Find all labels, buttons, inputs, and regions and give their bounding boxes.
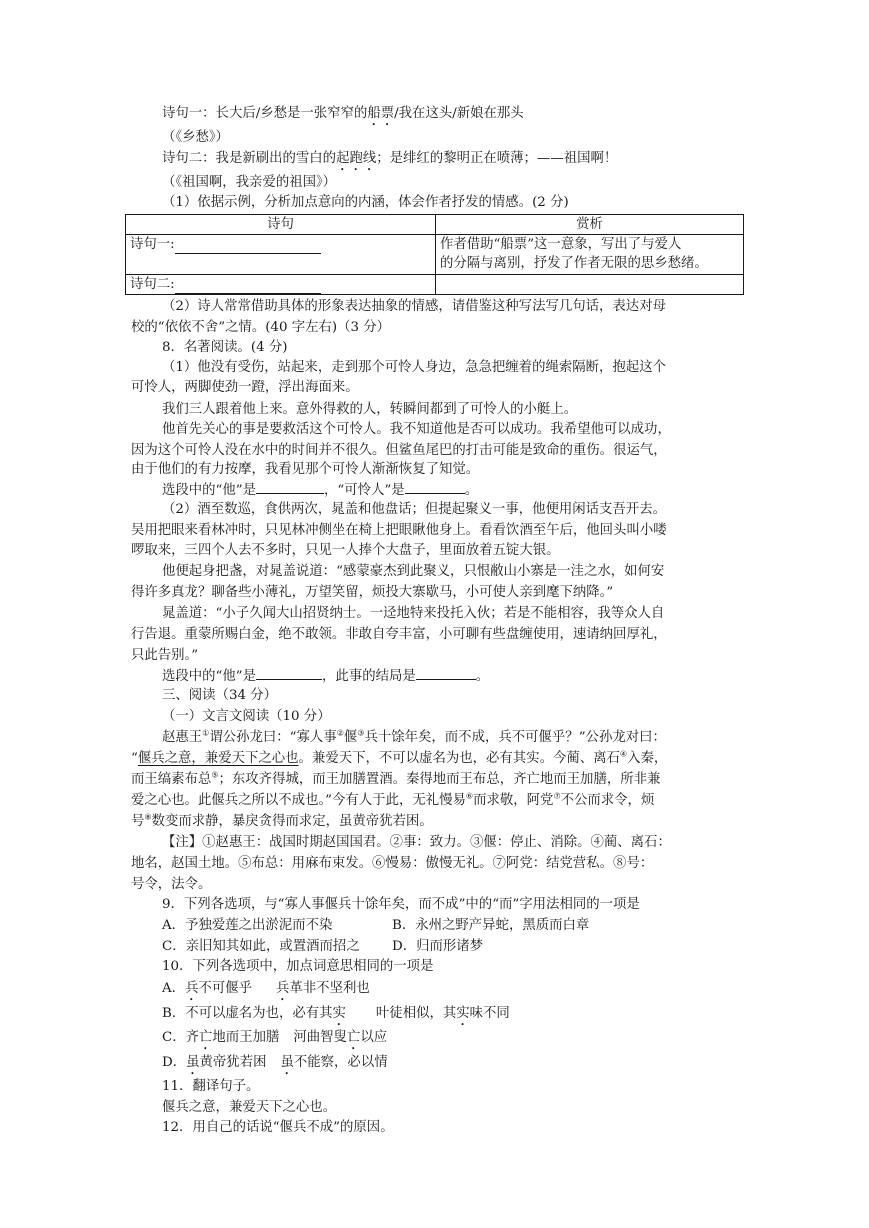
table-cell-verse-1 xyxy=(126,235,436,275)
poem-line-1-tail: /我在这头/新娘在那头 xyxy=(394,106,524,121)
passage-1-line: 我们三人跟着他上来。意外得救的人，转瞬间都到了可怜人的小艇上。 xyxy=(162,402,578,417)
question-12-stem: 12．用自己的话说“偃兵不成”的原因。 xyxy=(162,1120,394,1135)
passage-2-line: 晁盖道：“小子久闻大山招贤纳士。一迳地特来投托入伙；若是不能相容，我等众人自 xyxy=(162,606,665,621)
question-7-1: （1）依据示例，分析加点意向的内涵，体会作者抒发的情感。(2 分) xyxy=(162,195,569,210)
passage-1-line: 因为这个可怜人没在水中的时间并不很久。但鲨鱼尾巴的打击可能是致命的重伤。很运气， xyxy=(131,443,667,458)
text-run: 叶徒相似，其 xyxy=(375,1006,457,1021)
poem-line-1-text: 诗句一：长大后/乡愁是一张窄窄的 xyxy=(162,106,368,121)
text-run: 偃 xyxy=(343,730,358,745)
poem-line-2-text: 诗句二：我是新刷出的雪白的 xyxy=(162,151,337,166)
footnote-mark: ⑤ xyxy=(211,770,219,780)
text-run: 赵惠王 xyxy=(162,730,203,745)
text-run: 谓公孙龙曰：“寡人事 xyxy=(209,730,337,745)
question-8-title: 8．名著阅读。(4 分) xyxy=(162,340,288,355)
text-run: 入秦， xyxy=(627,751,668,766)
text-run: 地而王加膳 xyxy=(212,1030,280,1045)
classical-text-line xyxy=(131,770,660,789)
emphasized-word: 亡 xyxy=(199,1030,213,1045)
question-8-2-fill xyxy=(162,666,489,686)
table-row xyxy=(126,275,744,295)
passage-1-line: （1）他没有受伤，站起来，走到那个可怜人身边，急急把缠着的绳索隔断，抱起这个 xyxy=(162,360,666,375)
passage-2-line: 啰取来，三四个人去不多时，只见一人捧个大盘子，里面放着五锭大银。 xyxy=(131,543,560,558)
text-run: 以应 xyxy=(360,1030,388,1045)
annotation-line: 地名，赵国土地。⑤布总：用麻布束发。⑥慢易：傲慢无礼。⑦阿党：结党营私。⑧号： xyxy=(131,856,654,871)
section-3-heading: 三、阅读（34 分） xyxy=(162,688,278,703)
fill-end: 。 xyxy=(464,483,479,498)
option-9-a[interactable]: A．予独爱莲之出淤泥而不染 xyxy=(162,918,333,933)
table-header-analysis: 赏析 xyxy=(436,215,744,235)
poem-line-2-tail: ；是绯红的黎明正在喷薄；——祖国啊！ xyxy=(376,151,618,166)
annotation-line: 号令，法令。 xyxy=(131,877,212,892)
answer-blank-verse-1[interactable] xyxy=(175,239,321,254)
text-run: 不可偃乎 xyxy=(198,981,253,996)
footnote-mark: ⑦ xyxy=(553,791,561,801)
text-run: “ xyxy=(131,751,138,766)
section-3-1-heading: （一）文言文阅读（10 分） xyxy=(162,709,331,724)
poem-source-2: （《祖国啊，我亲爱的祖国》） xyxy=(162,175,337,190)
poem-source-1: （《乡愁》） xyxy=(162,130,229,145)
passage-2-line: 他便起身把盏，对晁盖说道：“感蒙豪杰到此聚义，只恨敝山小寨是一洼之水，如何安 xyxy=(162,564,665,579)
classical-text-line xyxy=(131,749,667,768)
passage-1-line: 可怜人，两脚使劲一蹬，浮出海面来。 xyxy=(131,380,359,395)
text-run: 兵十馀年矣，而不成，兵不可偃乎？”公孙龙对曰： xyxy=(364,730,666,745)
emphasized-word: 兵 xyxy=(185,981,199,996)
footnote-mark: ④ xyxy=(619,749,628,759)
emphasized-word: 亡 xyxy=(346,1030,361,1045)
text-run: A． xyxy=(162,981,186,996)
question-10-stem: 10．下列各选项中，加点词意思相同的一项是 xyxy=(162,959,434,974)
text-run: 黄帝犹若困 xyxy=(199,1055,267,1070)
fill-end: 。 xyxy=(475,669,490,684)
text-run: 河曲智叟 xyxy=(293,1030,347,1045)
poem-line-1 xyxy=(162,104,524,129)
emphasized-word: 实 xyxy=(332,1006,346,1021)
answer-blank-verse-2[interactable] xyxy=(175,279,321,294)
classical-text-line xyxy=(131,791,654,810)
table-header-verse: 诗句 xyxy=(126,215,436,235)
analysis-line-1: 作者借助“船票”这一意象，写出了与爱人 xyxy=(440,237,682,252)
emphasized-word-starting-line: 起跑线 xyxy=(336,151,377,166)
option-10-d[interactable] xyxy=(162,1053,388,1078)
text-run: 号 xyxy=(131,814,145,829)
classical-text-line xyxy=(162,728,666,747)
answer-blank-he-2[interactable] xyxy=(256,666,322,680)
text-run: D． xyxy=(162,1055,187,1070)
text-run: 革非不坚利也 xyxy=(289,981,370,996)
classical-text-line xyxy=(131,812,433,831)
fill-prompt-he: 选段中的“他”是 xyxy=(162,483,257,498)
option-9-b[interactable]: B．永州之野产异蛇，黑质而白章 xyxy=(392,918,590,933)
verse-1-label: 诗句一: xyxy=(130,237,175,252)
text-run: ；东攻齐得城，而王加膳置酒。秦得地而王布总，齐亡地而王加膳，所非兼 xyxy=(218,772,661,787)
question-9-stem: 9．下列各选项，与“寡人事偃兵十馀年矣，而不成”中的“而”字用法相同的一项是 xyxy=(162,897,640,912)
passage-2-line: 得许多真龙？聊备些小薄礼，万望笑留，烦投大寨歇马，小可使人亲到麾下纳降。” xyxy=(131,585,614,600)
text-run: 而王缟素布总 xyxy=(131,772,212,787)
passage-2-line: 吴用把眼来看林冲时，只见林冲侧坐在椅上把眼瞅他身上。看看饮酒至午后，他回头叫小喽 xyxy=(131,523,667,538)
poem-line-2 xyxy=(162,149,617,174)
text-run: B．不可以虚名为也，必有其 xyxy=(162,1006,333,1021)
analysis-line-2: 的分隔与离别，抒发了作者无限的思乡愁绪。 xyxy=(440,256,708,271)
text-run: 。兼爱天下，不可以虚名为也，必有其实。今蔺、离石 xyxy=(298,751,620,766)
emphasized-word: 兵 xyxy=(276,981,290,996)
question-11-stem: 11．翻译句子。 xyxy=(162,1079,260,1094)
emphasized-word: 虽 xyxy=(186,1055,200,1070)
emphasized-word: 实 xyxy=(456,1006,470,1021)
table-header-row xyxy=(126,215,744,235)
text-run: 而求敬，阿党 xyxy=(473,793,554,808)
answer-blank-he-1[interactable] xyxy=(256,480,324,494)
passage-2-line: （2）酒至数巡，食供两次，晁盖和他盘话；但提起聚义一事，他便用闲话支吾开去。 xyxy=(162,502,666,517)
fill-prompt-he: 选段中的“他”是 xyxy=(162,669,257,684)
passage-1-line: 由于他们的有力按摩，我看见那个可怜人渐渐恢复了知觉。 xyxy=(131,462,480,477)
option-10-c[interactable] xyxy=(162,1028,387,1053)
question-8-1-fill xyxy=(162,480,478,500)
fill-prompt-pitiful: ，“可怜人”是 xyxy=(324,483,405,498)
annotation-line: 【注】①赵惠王：战国时期赵国国君。②事：致力。③偃：停止、消除。④蔺、离石： xyxy=(162,835,671,850)
text-run: 味不同 xyxy=(469,1006,510,1021)
text-run: 不能察，必以情 xyxy=(293,1055,388,1070)
emphasized-word-ship-ticket: 船票 xyxy=(367,106,395,121)
text-run: 数变而求静，暴戾贪得而求定，虽黄帝犹若困。 xyxy=(151,814,433,829)
footnote-mark: ⑥ xyxy=(465,791,474,801)
footnote-mark: ③ xyxy=(357,728,365,738)
text-run: 不公而求令，烦 xyxy=(560,793,655,808)
table-row xyxy=(126,235,744,275)
table-cell-analysis-1 xyxy=(436,235,744,275)
question-7-2-line-2: 校的“依依不舍”之情。(40 字左右)（3 分） xyxy=(131,320,391,335)
option-10-b[interactable] xyxy=(162,1004,510,1029)
verse-2-label: 诗句二: xyxy=(130,277,175,292)
option-10-a[interactable] xyxy=(162,979,370,1004)
analysis-table xyxy=(125,214,744,295)
passage-2-line: 只此告别。” xyxy=(131,648,199,663)
footnote-mark: ② xyxy=(336,728,344,738)
text-run: C．齐 xyxy=(162,1030,200,1045)
passage-2-line: 行告退。重蒙所赐白金，绝不敢领。非敢自夸丰富，小可聊有些盘缠使用，速请纳回厚礼， xyxy=(131,627,667,642)
table-cell-analysis-2[interactable] xyxy=(436,275,744,295)
table-cell-verse-2 xyxy=(126,275,436,295)
text-run: 爱之心也。此偃兵之所以不成也。”今有人于此，无礼慢易 xyxy=(131,793,466,808)
footnote-mark: ⑧ xyxy=(144,812,152,822)
option-9-c[interactable]: C．亲旧知其如此，或置酒而招之 xyxy=(162,939,360,954)
passage-1-line: 他首先关心的事是要救活这个可怜人。我不知道他是否可以成功。我希望他可以成功， xyxy=(162,422,671,437)
underlined-sentence: 偃兵之意，兼爱天下之心也 xyxy=(137,751,299,766)
question-11-sentence: 偃兵之意，兼爱天下之心也。 xyxy=(162,1100,337,1115)
question-7-2-line-1: （2）诗人常常借助具体的形象表达抽象的情感，请借鉴这种写法写几句话，表达对母 xyxy=(162,299,666,314)
emphasized-word: 虽 xyxy=(280,1055,294,1070)
fill-prompt-result: ，此事的结局是 xyxy=(322,669,416,684)
footnote-mark: ① xyxy=(202,728,210,738)
answer-blank-result[interactable] xyxy=(416,666,476,680)
option-9-d[interactable]: D．归而形诸梦 xyxy=(392,939,484,954)
answer-blank-pitiful[interactable] xyxy=(405,480,465,494)
